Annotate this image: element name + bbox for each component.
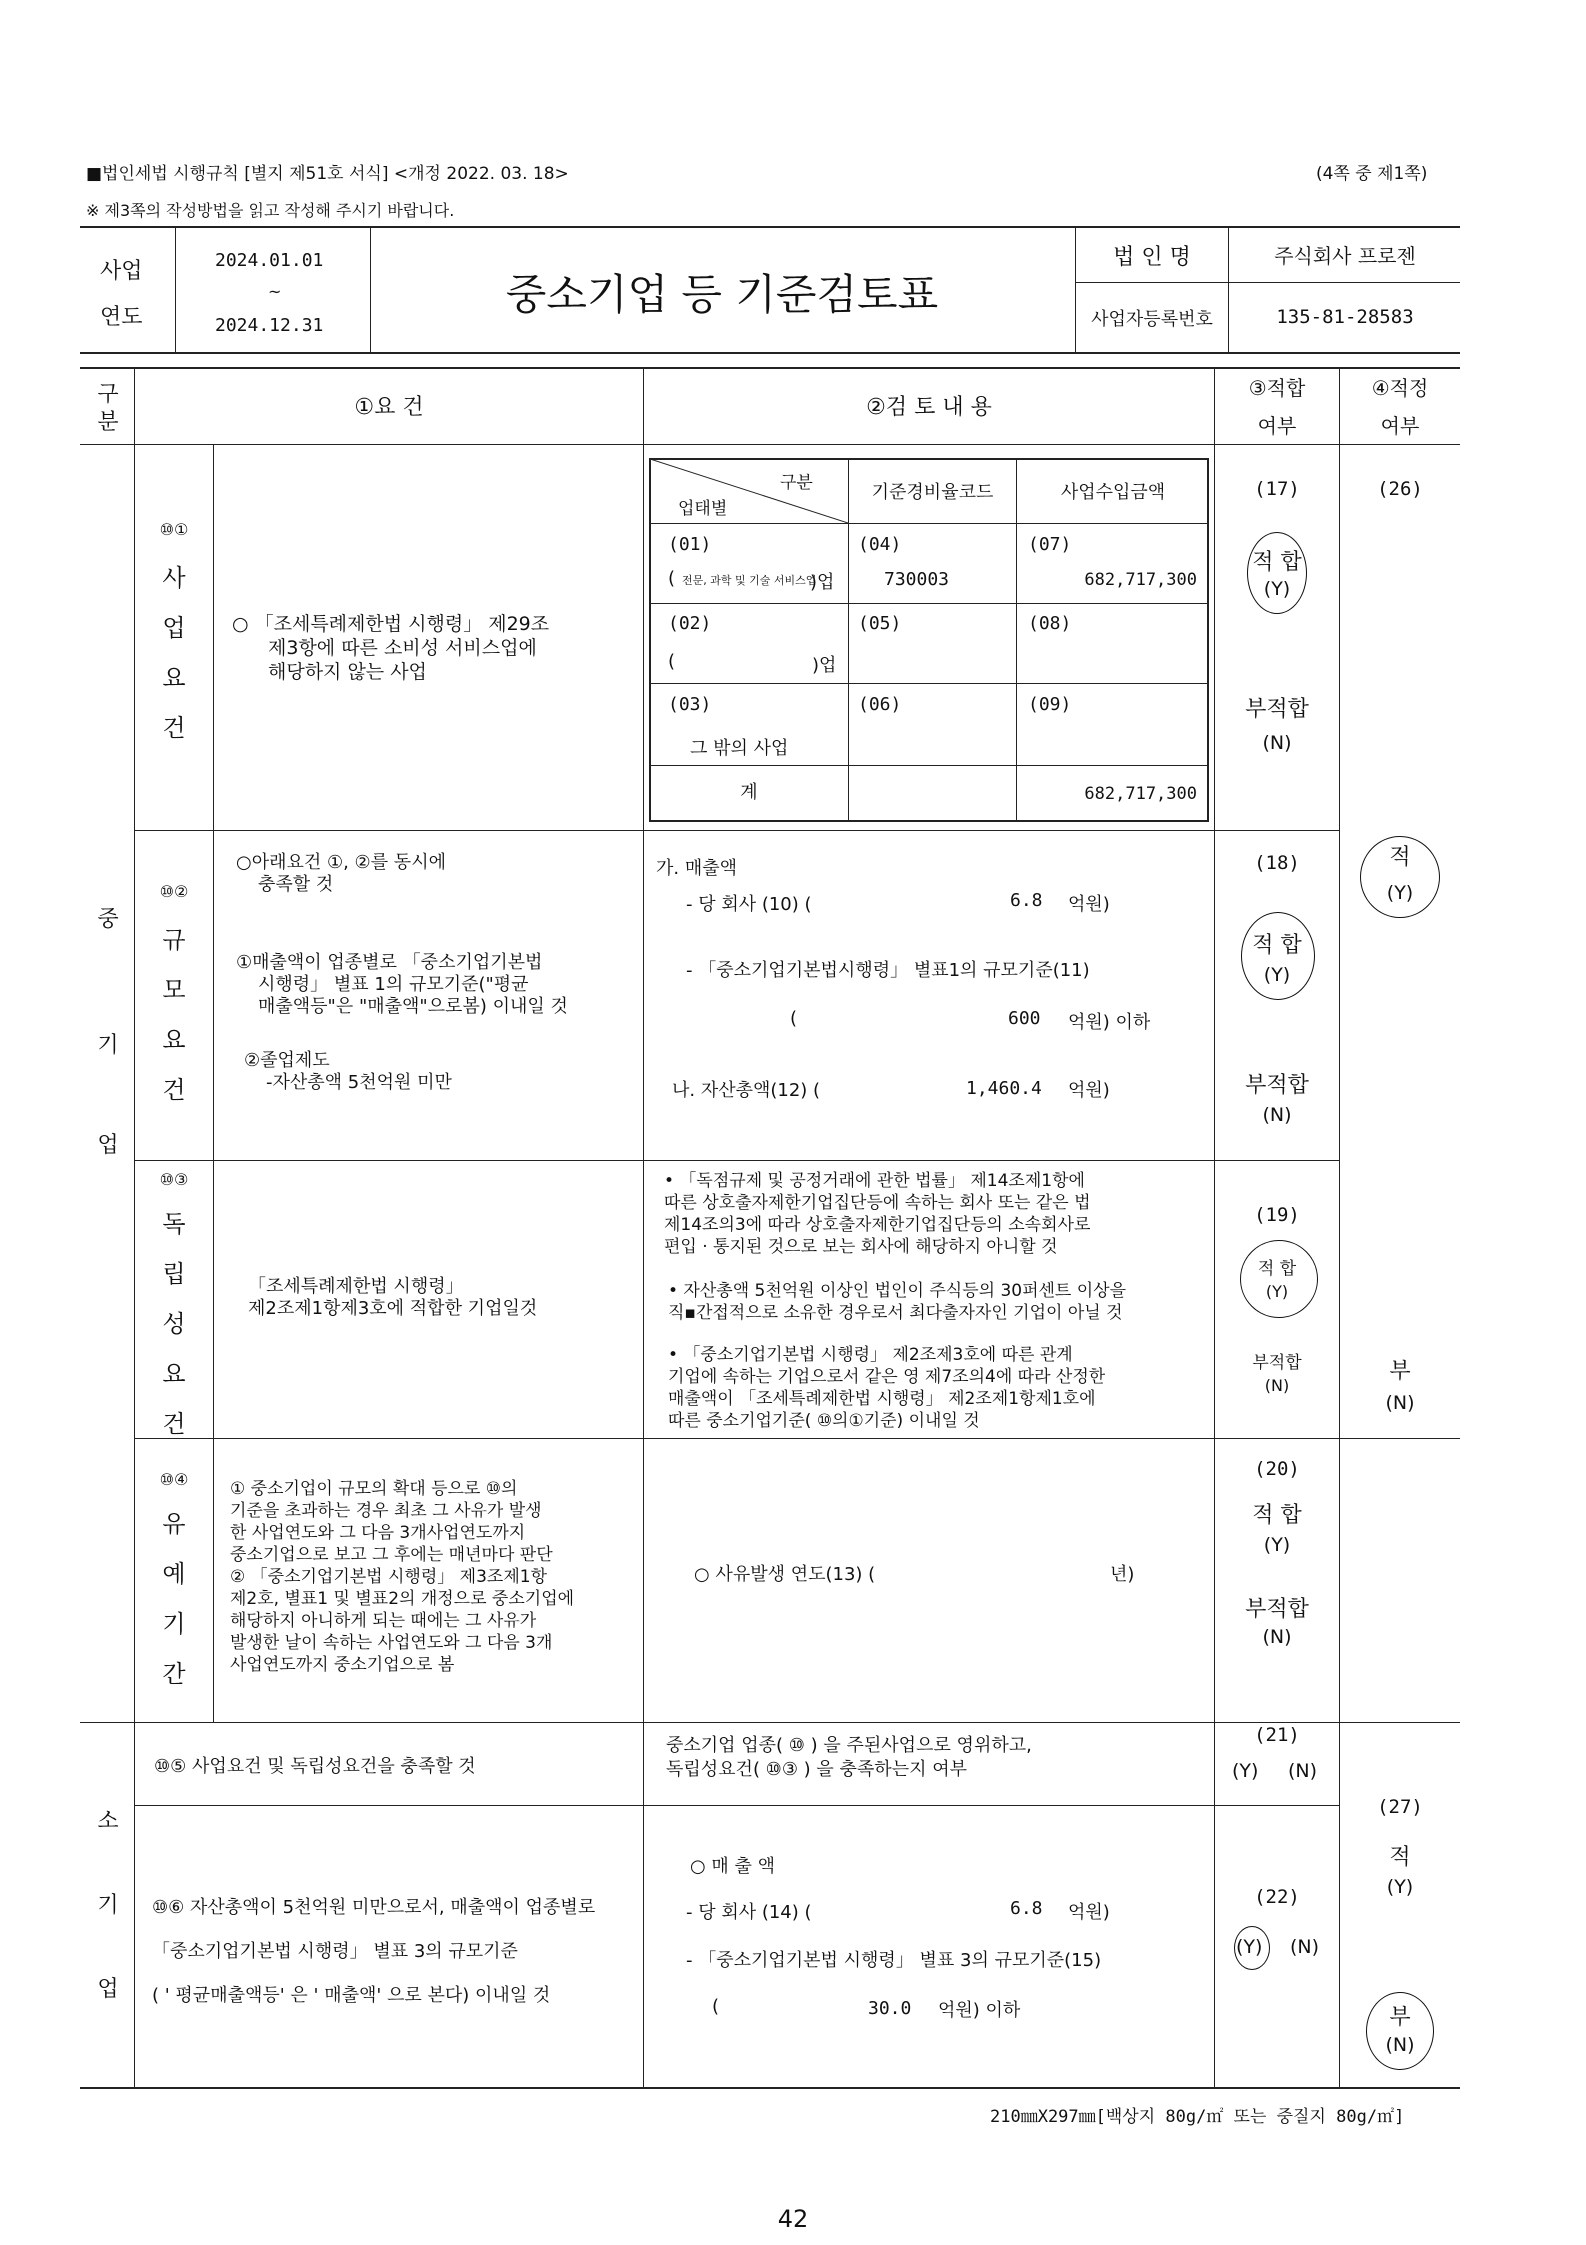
review-line: 제14조의3에 따라 상호출자제한기업집단등의 소속회사로 bbox=[664, 1215, 1091, 1235]
header-divider bbox=[1228, 226, 1229, 352]
r102-char: 모 bbox=[162, 976, 186, 1004]
requirement-line: 사업연도까지 중소기업으로 봄 bbox=[230, 1655, 455, 1675]
r103-char: 독 bbox=[162, 1210, 186, 1238]
inner-row-divider bbox=[649, 765, 1209, 766]
review-text: - 「중소기업기본법 시행령」 별표 3의 규모기준(15) bbox=[686, 1950, 1102, 1971]
review-text: - 「중소기업기본법시행령」 별표1의 규모기준(11) bbox=[686, 960, 1090, 981]
table-header-bottom bbox=[80, 444, 1460, 445]
header-bottom-border bbox=[80, 352, 1460, 354]
r102-char: 요 bbox=[162, 1026, 186, 1054]
review-line: 기업에 속하는 기업으로서 같은 영 제7조의4에 따라 산정한 bbox=[668, 1367, 1106, 1387]
requirement-line: 제2조제1항제3호에 적합한 기업일것 bbox=[248, 1298, 538, 1319]
row-no: (08) bbox=[1028, 613, 1072, 634]
requirement-line: ①매출액이 업종별로 「중소기업기본법 bbox=[236, 952, 543, 973]
inner-corner-top: 구분 bbox=[780, 473, 813, 493]
r1-income: 682,717,300 bbox=[1084, 570, 1197, 590]
period-end: 2024.12.31 bbox=[215, 315, 324, 336]
paren: )업 bbox=[810, 572, 835, 593]
r101-char: 요 bbox=[162, 664, 186, 692]
bizno: 135-81-28583 bbox=[1276, 306, 1414, 328]
inner-row-divider bbox=[649, 523, 1209, 524]
review-text: 년) bbox=[1110, 1564, 1135, 1585]
r101-char: 업 bbox=[162, 614, 186, 642]
review-text: 억원) 이하 bbox=[1068, 1012, 1151, 1033]
review-text: 억원) bbox=[1068, 894, 1110, 915]
col-gubun-2: 분 bbox=[97, 410, 119, 435]
requirement-line: -자산총액 5천억원 미만 bbox=[266, 1072, 452, 1093]
requirement-line: 시행령」 별표 1의 규모기준("평균 bbox=[258, 974, 529, 995]
review-text: 억원) 이하 bbox=[938, 2000, 1021, 2021]
review-text: 억원) bbox=[1068, 1902, 1110, 1923]
r1-code: 730003 bbox=[884, 569, 950, 590]
inner-col-divider bbox=[848, 458, 849, 822]
fit-no-label: 부적합 bbox=[1245, 1073, 1309, 1098]
paren: ( bbox=[790, 1008, 798, 1029]
requirement-line: 「중소기업기본법 시행령」 별표 3의 규모기준 bbox=[152, 1941, 518, 1962]
requirement-line: 매출액등"은 "매출액"으로봄) 이내일 것 bbox=[258, 996, 568, 1017]
proper-yes-label: 적 bbox=[1389, 1845, 1411, 1870]
notice: ※ 제3쪽의 작성방법을 읽고 작성해 주시기 바랍니다. bbox=[86, 201, 455, 220]
review-line: • 「중소기업기본법 시행령」 제2조제3호에 따른 관계 bbox=[668, 1345, 1073, 1365]
col-gubun-1: 구 bbox=[97, 382, 119, 407]
requirement-line: 중소기업으로 보고 그 후에는 매년마다 판단 bbox=[230, 1545, 553, 1565]
r103-requirement bbox=[248, 1276, 537, 1320]
year-label-1: 사업 bbox=[100, 259, 143, 284]
fit-no-n: (N) bbox=[1262, 732, 1292, 754]
r102-requirement-b bbox=[236, 952, 568, 1018]
requirement-line: ○아래요건 ①, ②를 동시에 bbox=[236, 852, 446, 873]
r101-char: 사 bbox=[162, 564, 186, 592]
r104-char: 간 bbox=[162, 1660, 186, 1688]
r103-char: 요 bbox=[162, 1360, 186, 1388]
requirement-line: ( ' 평균매출액등' 은 ' 매출액' 으로 본다) 이내일 것 bbox=[152, 1985, 551, 2006]
inner-corner-bottom: 업태별 bbox=[678, 499, 728, 519]
group-small-char: 소 bbox=[97, 1809, 119, 1834]
col-review: ②검 토 내 용 bbox=[866, 395, 992, 420]
proper-yes-y: (Y) bbox=[1386, 882, 1414, 904]
period-tilde: ~ bbox=[268, 282, 282, 301]
requirement-line: 발생한 날이 속하는 사업연도와 그 다음 3개 bbox=[230, 1633, 553, 1653]
review-text: - 당 회사 (14) ( bbox=[686, 1902, 812, 1923]
inner-col-income: 사업수입금액 bbox=[1060, 482, 1166, 503]
table-bottom-border bbox=[80, 2087, 1460, 2089]
r104-char: 기 bbox=[162, 1610, 186, 1638]
paren: ( bbox=[668, 651, 676, 672]
form-title: 중소기업 등 기준검토표 bbox=[505, 270, 939, 319]
fit-yes-y: (Y) bbox=[1263, 578, 1291, 600]
header-divider bbox=[175, 226, 176, 352]
group-sme-char: 업 bbox=[97, 1133, 119, 1158]
fit-y: (Y) bbox=[1232, 1760, 1259, 1782]
requirement-line: ① 중소기업이 규모의 확대 등으로 ⑩의 bbox=[230, 1479, 518, 1499]
col-divider bbox=[134, 367, 135, 2087]
r104-char: 예 bbox=[162, 1560, 186, 1588]
fit-yes-label: 적 합 bbox=[1257, 1259, 1297, 1279]
col-proper-2: 여부 bbox=[1380, 414, 1420, 438]
fit-number: (22) bbox=[1254, 1886, 1300, 1908]
r103-review-1 bbox=[664, 1170, 1091, 1258]
fit-no-n: (N) bbox=[1262, 1626, 1292, 1648]
r102-threshold-value: 600 bbox=[1008, 1008, 1041, 1029]
page-number: 42 bbox=[777, 2205, 809, 2233]
header-divider bbox=[1075, 282, 1460, 283]
requirement-line: 한 사업연도와 그 다음 3개사업연도까지 bbox=[230, 1523, 526, 1543]
row-no: (02) bbox=[668, 613, 712, 634]
r101-requirement bbox=[232, 612, 549, 684]
requirement-line: 「조세특례제한법 시행령」 bbox=[248, 1276, 464, 1297]
sme-small-divider bbox=[80, 1722, 1460, 1723]
proper-number: (26) bbox=[1377, 478, 1423, 500]
col-requirement: ①요 건 bbox=[354, 395, 424, 420]
form-id: ■법인세법 시행규칙 [별지 제51호 서식] <개정 2022. 03. 18> bbox=[86, 164, 569, 184]
col-divider bbox=[1339, 367, 1340, 2087]
inner-col-code: 기준경비율코드 bbox=[871, 482, 994, 503]
r102-char: 건 bbox=[162, 1076, 186, 1104]
group-sme-char: 기 bbox=[97, 1033, 119, 1058]
fit-n: (N) bbox=[1288, 1760, 1318, 1782]
r103-review-2 bbox=[668, 1280, 1126, 1324]
group-small-char: 업 bbox=[97, 1977, 119, 2002]
requirement-line: ⑩⑥ 자산총액이 5천억원 미만으로서, 매출액이 업종별로 bbox=[152, 1897, 596, 1918]
r106-requirement bbox=[152, 1886, 595, 2018]
paper-spec: 210㎜X297㎜[백상지 80g/㎡ 또는 중질지 80g/㎡] bbox=[990, 2107, 1405, 2127]
proper-number: (27) bbox=[1377, 1796, 1423, 1818]
r102-assets-value: 1,460.4 bbox=[966, 1078, 1042, 1099]
fit-number: (17) bbox=[1254, 478, 1300, 500]
col-fit-1: ③적합 bbox=[1248, 376, 1306, 400]
r106-threshold-value: 30.0 bbox=[868, 1998, 912, 2019]
col-divider bbox=[213, 444, 214, 1722]
r101-char: 건 bbox=[162, 714, 186, 742]
col-divider bbox=[643, 367, 644, 2087]
row-no: (07) bbox=[1028, 534, 1072, 555]
proper-no-label: 부 bbox=[1389, 2005, 1411, 2030]
bizno-label: 사업자등록번호 bbox=[1091, 309, 1213, 330]
fit-no-n: (N) bbox=[1262, 1104, 1292, 1126]
review-line: • 자산총액 5천억원 이상인 법인이 주식등의 30퍼센트 이상을 bbox=[668, 1281, 1127, 1301]
col-divider bbox=[1214, 367, 1215, 2087]
row-no: (01) bbox=[668, 534, 712, 555]
fit-yes-y: (Y) bbox=[1263, 964, 1291, 986]
inner-col-divider bbox=[1016, 458, 1017, 822]
other-business-label: 그 밖의 사업 bbox=[690, 738, 789, 759]
row-no: (06) bbox=[858, 694, 902, 715]
requirement-line: 해당하지 아니하게 되는 때에는 그 사유가 bbox=[230, 1611, 537, 1631]
review-line: 따른 상호출자제한기업집단등에 속하는 회사 또는 같은 법 bbox=[664, 1193, 1091, 1213]
proper-no-n: (N) bbox=[1385, 1392, 1415, 1414]
review-text: 가. 매출액 bbox=[656, 858, 737, 879]
proper-yes-y: (Y) bbox=[1386, 1876, 1414, 1898]
fit-yes-label: 적 합 bbox=[1252, 933, 1302, 958]
year-label-2: 연도 bbox=[100, 305, 143, 330]
row-no: (03) bbox=[668, 694, 712, 715]
review-text: - 당 회사 (10) ( bbox=[686, 894, 812, 915]
row-no: (09) bbox=[1028, 694, 1072, 715]
fit-no-label: 부적합 bbox=[1252, 1353, 1302, 1373]
review-text: 억원) bbox=[1068, 1080, 1110, 1101]
fit-number: (21) bbox=[1254, 1724, 1300, 1746]
proper-no-label: 부 bbox=[1389, 1359, 1411, 1384]
review-text: ○ 사유발생 연도(13) ( bbox=[694, 1564, 876, 1585]
requirement-line: 제2호, 별표1 및 별표2의 개정으로 중소기업에 bbox=[230, 1589, 575, 1609]
header-top-border bbox=[80, 226, 1460, 228]
requirement-line: ○ 「조세특례제한법 시행령」 제29조 bbox=[232, 613, 550, 635]
review-line: 매출액이 「조세특례제한법 시행령」 제2조제1항제1호에 bbox=[668, 1389, 1096, 1409]
inner-total-label: 계 bbox=[740, 782, 758, 803]
fit-number: (20) bbox=[1254, 1458, 1300, 1480]
inner-row-divider bbox=[649, 603, 1209, 604]
r101-number: ⑩① bbox=[159, 520, 189, 539]
fit-yes-label: 적 합 bbox=[1252, 550, 1302, 575]
proper-yes-label: 적 bbox=[1389, 845, 1411, 870]
row-no: (04) bbox=[858, 534, 902, 555]
review-line: • 「독점규제 및 공정거래에 관한 법률」 제14조제1항에 bbox=[664, 1171, 1085, 1191]
r105-requirement: ⑩⑤ 사업요건 및 독립성요건을 충족할 것 bbox=[154, 1756, 476, 1777]
corp-name: 주식회사 프로젠 bbox=[1274, 244, 1416, 268]
r102-char: 규 bbox=[162, 926, 186, 954]
fit-no-label: 부적합 bbox=[1245, 1597, 1309, 1622]
r103-review-3 bbox=[668, 1344, 1105, 1432]
review-line: 편입 · 통지된 것으로 보는 회사에 해당하지 아니할 것 bbox=[664, 1237, 1058, 1257]
requirement-line: 제3항에 따른 소비성 서비스업에 bbox=[268, 637, 537, 659]
paren: )업 bbox=[812, 655, 837, 676]
r105-review bbox=[666, 1734, 1032, 1782]
col-fit-2: 여부 bbox=[1257, 414, 1297, 438]
requirement-line: 해당하지 않는 사업 bbox=[268, 661, 427, 683]
fit-yes-label: 적 합 bbox=[1252, 1503, 1302, 1528]
review-line: 독립성요건( ⑩③ ) 을 충족하는지 여부 bbox=[666, 1759, 967, 1780]
review-line: 따른 중소기업기준( ⑩의①기준) 이내일 것 bbox=[668, 1411, 980, 1431]
group-sme-char: 중 bbox=[97, 907, 119, 932]
period-start: 2024.01.01 bbox=[215, 250, 324, 271]
r102-requirement-a bbox=[236, 852, 446, 896]
row-divider bbox=[134, 1160, 1339, 1161]
paren: ( bbox=[712, 1996, 720, 2017]
r104-number: ⑩④ bbox=[159, 1470, 189, 1489]
table-top-border bbox=[80, 367, 1460, 369]
paren: ( bbox=[668, 568, 676, 589]
row-divider bbox=[134, 1438, 1460, 1439]
r103-number: ⑩③ bbox=[159, 1170, 189, 1189]
requirement-line: 충족할 것 bbox=[258, 874, 334, 895]
fit-no-n: (N) bbox=[1264, 1376, 1290, 1395]
header-divider bbox=[370, 226, 371, 352]
group-small-char: 기 bbox=[97, 1893, 119, 1918]
row-divider bbox=[134, 830, 1339, 831]
col-proper-1: ④적정 bbox=[1371, 376, 1429, 400]
r1-business-name: 전문, 과학 및 기술 서비스업 bbox=[682, 574, 817, 587]
r102-requirement-c bbox=[244, 1050, 452, 1094]
r104-char: 유 bbox=[162, 1510, 186, 1538]
r102-number: ⑩② bbox=[159, 882, 189, 901]
r103-char: 건 bbox=[162, 1410, 186, 1438]
review-text: ○ 매 출 액 bbox=[690, 1856, 776, 1877]
corp-name-label: 법 인 명 bbox=[1113, 245, 1191, 270]
fit-yes-y: (Y) bbox=[1265, 1282, 1289, 1301]
page-info: (4쪽 중 제1쪽) bbox=[1316, 164, 1428, 184]
fit-no-label: 부적합 bbox=[1245, 697, 1309, 722]
review-line: 중소기업 업종( ⑩ ) 을 주된사업으로 영위하고, bbox=[666, 1735, 1032, 1756]
r106-sales-value: 6.8 bbox=[1010, 1898, 1043, 1919]
review-line: 직▪간접적으로 소유한 경우로서 최다출자자인 기업이 아닐 것 bbox=[668, 1303, 1123, 1323]
inner-total-income: 682,717,300 bbox=[1084, 784, 1197, 804]
review-text: 나. 자산총액(12) ( bbox=[672, 1080, 821, 1101]
fit-n: (N) bbox=[1290, 1936, 1320, 1958]
requirement-line: 기준을 초과하는 경우 최초 그 사유가 발생 bbox=[230, 1501, 542, 1521]
proper-no-n: (N) bbox=[1385, 2034, 1415, 2056]
fit-y: (Y) bbox=[1236, 1936, 1263, 1958]
fit-yes-y: (Y) bbox=[1263, 1534, 1291, 1556]
inner-row-divider bbox=[649, 683, 1209, 684]
r104-requirement bbox=[230, 1478, 574, 1676]
r103-char: 성 bbox=[162, 1310, 186, 1338]
row-divider bbox=[134, 1805, 1339, 1806]
r102-sales-value: 6.8 bbox=[1010, 890, 1043, 911]
requirement-line: ② 「중소기업기본법 시행령」 제3조제1항 bbox=[230, 1567, 547, 1587]
fit-number: (19) bbox=[1254, 1204, 1300, 1226]
requirement-line: ②졸업제도 bbox=[244, 1050, 330, 1071]
fit-number: (18) bbox=[1254, 852, 1300, 874]
fit-circle-mark bbox=[1240, 1240, 1318, 1318]
r103-char: 립 bbox=[162, 1260, 186, 1288]
row-no: (05) bbox=[858, 613, 902, 634]
